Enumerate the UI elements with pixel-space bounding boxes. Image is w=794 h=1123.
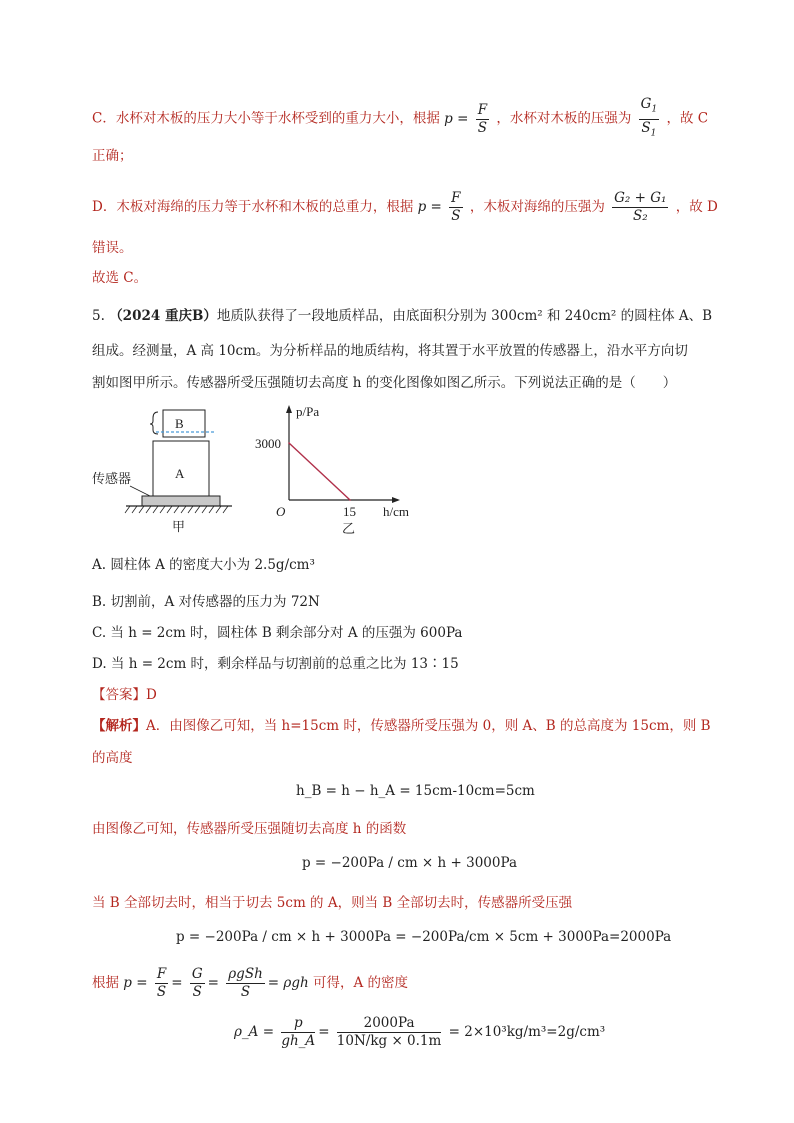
option-c-line: C．水杯对木板的压力大小等于水杯受到的重力大小，根据 p = $\frac{F}{S}$ ，水杯对木板的压强为 $\frac{G_1}{S_1}$ ，故 C (92, 96, 708, 142)
option-b: B. 切割前，A 对传感器的压力为 72N (92, 594, 320, 610)
pressure-line (289, 443, 350, 500)
question-5-line1: 5. （2024 重庆B）地质队获得了一段地质样品，由底面积分别为 300cm² 和 240cm² 的圆柱体 A、B (92, 308, 713, 324)
x-axis-arrow (392, 497, 400, 503)
caption-yi: 乙 (342, 522, 356, 537)
y-axis-arrow (286, 405, 292, 413)
block-b (163, 410, 205, 437)
equation-3: p = −200Pa / cm × h + 3000Pa = −200Pa/cm × 5cm + 3000Pa=2000Pa (176, 929, 672, 945)
data-point (349, 499, 351, 501)
analysis-line4: 当 B 全部切去时，相当于切去 5cm 的 A，则当 B 全部切去时，传感器所受压强 (92, 895, 573, 911)
question-5-line3: 割如图甲所示。传感器所受压强随切去高度 h 的变化图像如图乙所示。下列说法正确的是（ ） (92, 375, 677, 391)
choose-text: 故选 C。 (92, 270, 148, 286)
option-d-pressure-fraction: $\frac{\text{G₂ + G₁}}{\text{S₂}}$ (614, 190, 667, 224)
analysis-tag: 【解析】 (92, 718, 146, 734)
option-c: C. 当 h = 2cm 时，圆柱体 B 剩余部分对 A 的压强为 600Pa (92, 625, 463, 641)
y-axis-label: p/Pa (296, 404, 320, 419)
option-c-pressure-fraction: $\frac{G_1}{S_1}$ (640, 96, 658, 139)
height-brace (150, 412, 158, 434)
data-point (288, 442, 290, 444)
figure-yi-chart (250, 400, 420, 540)
density-derivation: p = $\frac{F}{S}$ = $\frac{G}{S}$ = $\frac{\text{ρgSh}}{S}$ = ρgh (123, 966, 309, 1000)
option-c-text: C．水杯对木板的压力大小等于水杯受到的重力大小，根据 (92, 110, 440, 127)
ground-hatch (125, 506, 228, 513)
x-tick-label: 15 (343, 504, 356, 519)
question-5-line2: 组成。经测量，A 高 10cm。为分析样品的地质结构，将其置于水平放置的传感器上，沿水平方向切 (92, 343, 688, 359)
analysis-line3: 由图像乙可知，传感器所受压强随切去高度 h 的函数 (92, 821, 407, 837)
option-d: D. 当 h = 2cm 时，剩余样品与切割前的总重之比为 13∶15 (92, 656, 459, 672)
equation-1: h_B = h − h_A = 15cm-10cm=5cm (296, 783, 535, 799)
option-c-cont: 正确； (92, 148, 133, 164)
x-axis-label: h/cm (383, 504, 409, 519)
analysis-line1: 【解析】A．由图像乙可知，当 h=15cm 时，传感器所受压强为 0，则 A、B 的总高度为 15cm，则 B (92, 718, 711, 734)
option-d-line: D．木板对海绵的压力等于水杯和木板的总重力，根据 p = $\frac{F}{S}$ ，木板对海绵的压强为 $\frac{\text{G₂ + G₁}}{\text{S₂}}$ ，故 D (92, 190, 718, 224)
equation-4: ρ_A = $\frac{p}{gh\_A}$ = $\frac{2000Pa}{10N/kg \times 0.1m}$ = 2×10³kg/m³=2g/cm³ (234, 1015, 606, 1049)
origin-label: O (276, 504, 286, 519)
option-d-cont: 错误。 (92, 240, 133, 256)
option-c-formula: p = $\frac{F}{S}$ (444, 101, 488, 136)
label-a: A (175, 466, 185, 481)
option-d-text: D．木板对海绵的压力等于水杯和木板的总重力，根据 (92, 199, 414, 215)
sensor-plate (142, 496, 220, 506)
caption-jia: 甲 (172, 520, 186, 535)
label-sensor: 传感器 (92, 472, 132, 487)
y-tick-label: 3000 (255, 436, 281, 451)
question-source: （2024 重庆B） (109, 308, 217, 324)
sensor-pointer (130, 486, 150, 496)
analysis-line2: 的高度 (92, 750, 133, 766)
option-a: A. 圆柱体 A 的密度大小为 2.5g/cm³ (92, 557, 315, 573)
equation-2: p = −200Pa / cm × h + 3000Pa (302, 855, 517, 871)
figure-jia (90, 405, 250, 540)
analysis-line5: 根据 p = $\frac{F}{S}$ = $\frac{G}{S}$ = $\frac{\text{ρgSh}}{S}$ = ρgh 可得，A 的密度 (92, 966, 409, 1000)
label-b: B (175, 416, 184, 431)
answer: 【答案】D (92, 687, 157, 703)
option-d-formula: p = $\frac{F}{S}$ (417, 190, 461, 224)
question-number: 5. (92, 308, 105, 324)
